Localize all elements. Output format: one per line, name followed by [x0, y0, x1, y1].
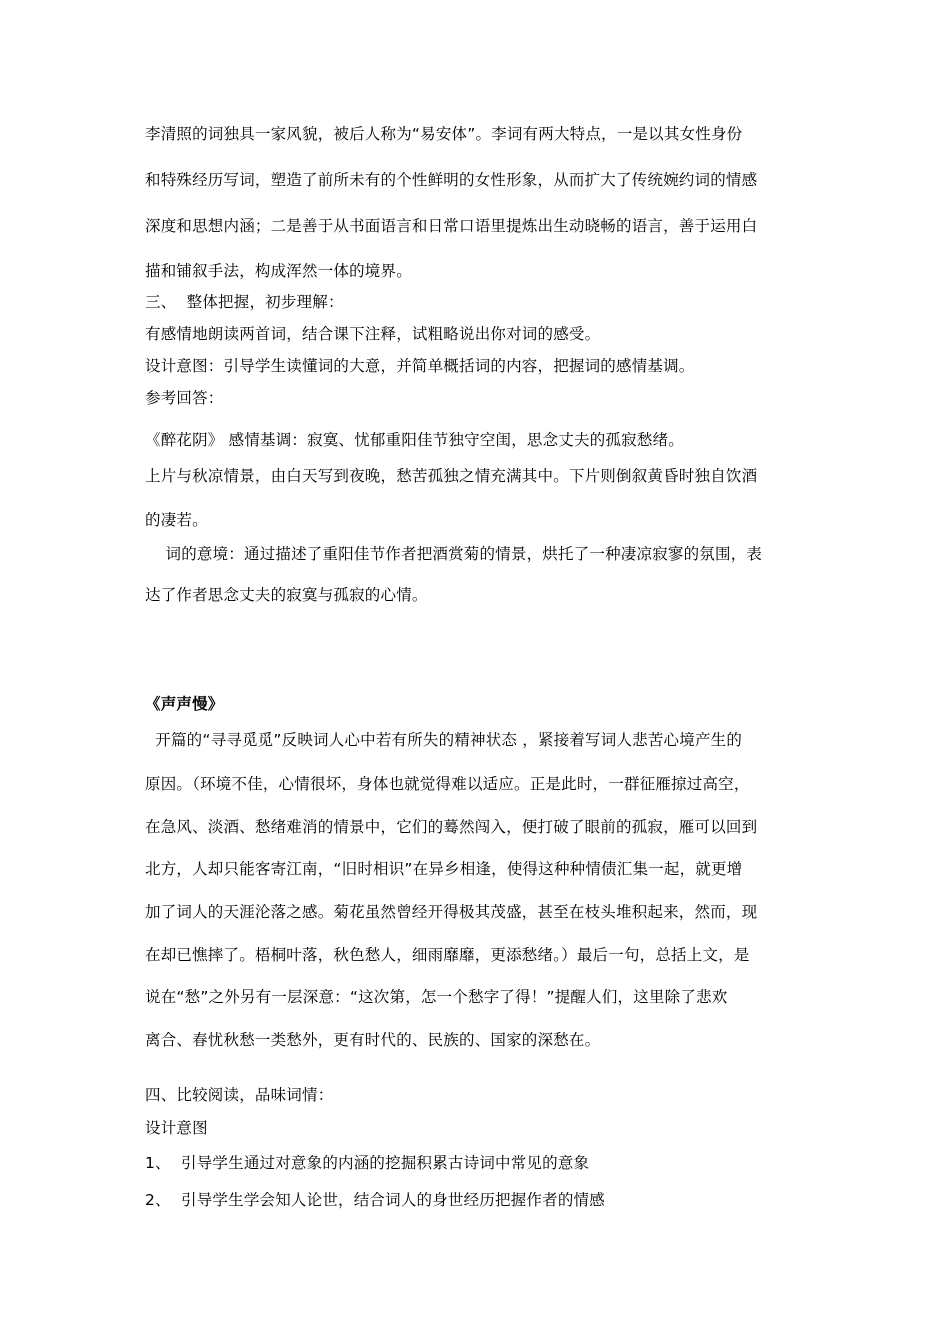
section3-task: 有感情地朗读两首词，结合课下注释，试粗略说出你对词的感受。 [145, 325, 601, 343]
shengshengman-line-2: 原因。（环境不佳，心情很坏，身体也就觉得难以适应。正是此时，一群征雁掠过高空， [145, 775, 750, 793]
yijing-line-2: 达了作者思念丈夫的寂寞与孤寂的心情。 [145, 586, 428, 604]
yijing-line-1: 词的意境：通过描述了重阳佳节作者把酒赏菊的情景，烘托了一种凄凉寂寥的氛围，表 [145, 545, 763, 563]
section4-item-1: 1、 引导学生通过对意象的内涵的挖掘积累古诗词中常见的意象 [145, 1154, 590, 1172]
shengshengman-line-7: 说在“愁”之外另有一层深意：“这次第，怎一个愁字了得！”提醒人们，这里除了悲欢 [145, 988, 728, 1006]
section3-design: 设计意图：引导学生读懂词的大意，并简单概括词的内容，把握词的感情基调。 [145, 357, 695, 375]
zuihuayin-desc-line-1: 上片与秋凉情景，由白天写到夜晚，愁苦孤独之情充满其中。下片则倒叙黄昏时独自饮酒 [145, 467, 758, 485]
shengshengman-line-1: 开篇的“寻寻觅觅”反映词人心中若有所失的精神状态 ，紧接着写词人悲苦心境产生的 [145, 731, 743, 749]
shengshengman-line-6: 在却已憔摔了。梧桐叶落，秋色愁人，细雨靡靡，更添愁绪。）最后一句，总括上文，是 [145, 946, 750, 964]
section4-item-2: 2、 引导学生学会知人论世，结合词人的身世经历把握作者的情感 [145, 1191, 605, 1209]
para1-line-3: 深度和思想内涵；二是善于从书面语言和日常口语里提炼出生动晓畅的语言，善于运用白 [145, 217, 758, 235]
reference-label: 参考回答： [145, 389, 224, 407]
shengshengman-line-5: 加了词人的天涯沦落之感。菊花虽然曾经开得极其茂盛，甚至在枝头堆积起来，然而，现 [145, 903, 758, 921]
shengshengman-line-3: 在急风、淡酒、愁绪难消的情景中，它们的蓦然闯入，便打破了眼前的孤寂，雁可以回到 [145, 818, 758, 836]
section4-heading: 四、比较阅读，品味词情： [145, 1086, 334, 1104]
section3-heading: 三、 整体把握，初步理解： [145, 293, 344, 311]
para1-line-2: 和特殊经历写词，塑造了前所未有的个性鲜明的女性形象，从而扩大了传统婉约词的情感 [145, 171, 758, 189]
shengshengman-title: 《声声慢》 [145, 695, 224, 713]
shengshengman-line-8: 离合、春忧秋愁一类愁外，更有时代的、民族的、国家的深愁在。 [145, 1031, 601, 1049]
para1-line-4: 描和铺叙手法，构成浑然一体的境界。 [145, 262, 412, 280]
zuihuayin-line: 《醉花阴》 感情基调：寂寞、忧郁重阳佳节独守空闺，思念丈夫的孤寂愁绪。 [145, 431, 684, 449]
section4-design-label: 设计意图 [145, 1119, 208, 1137]
shengshengman-line-4: 北方，人却只能客寄江南，“旧时相识”在异乡相逢，使得这种种情债汇集一起，就更增 [145, 860, 743, 878]
zuihuayin-desc-line-2: 的凄若。 [145, 511, 208, 529]
para1-line-1: 李清照的词独具一家风貌，被后人称为“易安体”。李词有两大特点，一是以其女性身份 [145, 125, 743, 143]
